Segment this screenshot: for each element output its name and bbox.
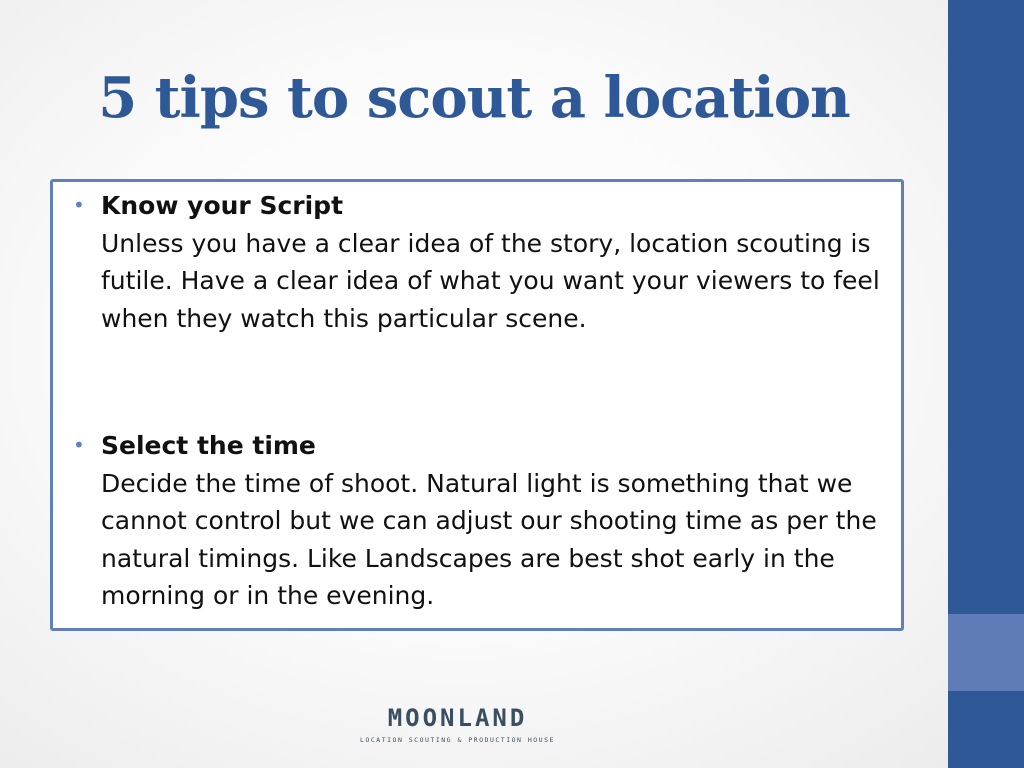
tip-body: Unless you have a clear idea of the story, location scouting is futile. Have a clear idea of what you want your viewers to feel when they watch this particular scene.	[101, 228, 880, 333]
list-item	[73, 427, 881, 615]
tip-body: Decide the time of shoot. Natural light is something that we cannot control but we can adjust our shooting time as per the natural timings. Like Landscapes are best shot early in the morning or in the evening.	[101, 468, 877, 610]
logo-tagline: LOCATION SCOUTING & PRODUCTION HOUSE	[360, 736, 555, 744]
content-box	[50, 179, 904, 631]
tip-heading: Know your Script	[101, 191, 344, 220]
slide-title: 5 tips to scout a location	[98, 65, 850, 131]
list-item	[73, 187, 881, 337]
bullet-icon: •	[73, 193, 85, 217]
side-bar-accent	[948, 614, 1024, 691]
tip-heading: Select the time	[101, 431, 316, 460]
logo-wordmark: MOONLAND	[387, 704, 528, 732]
company-logo	[360, 703, 555, 745]
bullet-icon: •	[73, 433, 85, 457]
